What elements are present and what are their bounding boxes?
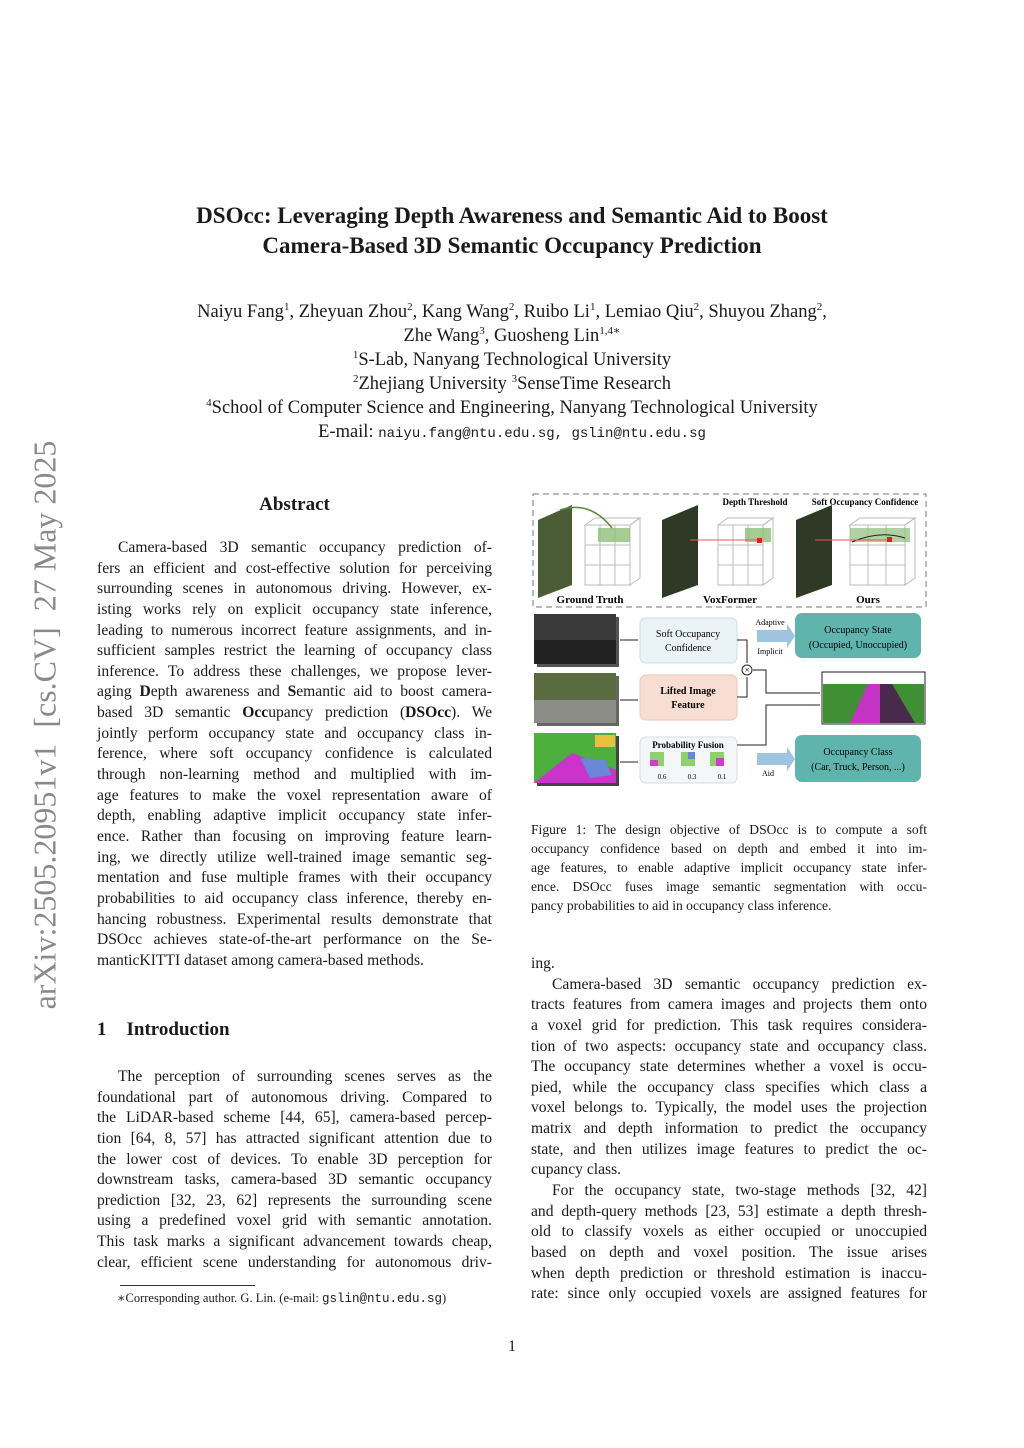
text-line: DSOcc achieves state-of-the-art performance on the Se-	[97, 931, 492, 949]
paper-title	[0, 201, 1024, 261]
author-name: Guosheng Lin	[493, 326, 600, 346]
text-segment: epth awareness and	[150, 683, 288, 701]
box-label: (Occupied, Unoccupied)	[808, 640, 908, 651]
affiliation-text: S-Lab, Nanyang Technological University	[358, 350, 672, 370]
author-list	[0, 300, 1024, 446]
section-title: Introduction	[126, 1019, 230, 1040]
author-affiliation-marker: 1	[589, 301, 596, 313]
arrow	[737, 677, 747, 697]
text-segment: upancy prediction (	[268, 704, 406, 722]
footnote-text: ∗Corresponding author. G. Lin. (e-mail:	[117, 1291, 322, 1305]
occupancy-class-box	[795, 735, 921, 782]
arrow	[753, 670, 820, 693]
text-line: through non-learning method and multiplied with im-	[97, 766, 492, 784]
text-line: ence. DSOcc fuses image semantic segmentation with occu-	[531, 879, 927, 894]
camera-image-thumbnail	[538, 505, 572, 598]
text-line: For the occupancy state, two-stage methods [32, 42]	[552, 1182, 927, 1200]
text-segment: emantic aid to boost camera-	[296, 683, 492, 701]
text-line: ference, where soft occupancy confidence is calculated	[97, 745, 492, 763]
text-line: Camera-based 3D semantic occupancy prediction of-	[118, 539, 492, 556]
arrow-label: Implicit	[757, 647, 783, 656]
depth-point	[887, 537, 892, 542]
adaptive-arrow	[757, 630, 787, 642]
text-line	[97, 682, 492, 703]
text-line: foundational part of autonomous driving. Compared to	[97, 1088, 492, 1106]
box-label: (Car, Truck, Person, ...)	[811, 762, 905, 773]
arrow-label: Aid	[762, 769, 774, 778]
author-separator: ,	[289, 302, 299, 322]
author-affiliation-marker: 2	[693, 301, 700, 313]
arrow	[737, 640, 747, 663]
text-line: surrounding scenes in autonomous driving. However, ex-	[97, 580, 492, 598]
ground-truth-panel	[538, 505, 640, 598]
authors-line	[0, 300, 1024, 324]
text-line: fers an efficient and cost-effective solution for perceiving	[97, 559, 492, 577]
text-line	[97, 703, 492, 724]
text-line: tracts features from camera images and projects them onto	[531, 996, 927, 1014]
segmentation-input	[534, 733, 619, 786]
text-line: Figure 1: The design objective of DSOcc is to compute a soft	[531, 822, 927, 837]
affiliation-marker: 3	[511, 373, 518, 385]
ours-panel	[796, 505, 915, 598]
aid-arrow	[757, 753, 787, 765]
text-line: hancing robustness. Experimental results demonstrate that	[97, 910, 492, 928]
text-line: and depth-query methods [23, 53] estimate a depth thresh-	[531, 1202, 927, 1220]
text-line: the LiDAR-based scheme [44, 65], camera-based percep-	[97, 1109, 492, 1127]
text-line: probabilities to aid occupancy class inference, thereby en-	[97, 889, 492, 907]
section-number: 1	[97, 1019, 107, 1040]
introduction-body	[97, 1067, 492, 1273]
text-line: sufficient samples restrict the learning of occupancy class	[97, 642, 492, 660]
bold-text: DSOcc	[405, 704, 452, 722]
text-line: pied, while the occupancy class specifies which class a	[531, 1078, 927, 1096]
arxiv-identifier-stamp: arXiv:2505.20951v1 [cs.CV] 27 May 2025	[26, 440, 63, 1010]
text-line: tion [64, 8, 57] has attracted significant attention due to	[97, 1129, 492, 1147]
author-name: Lemiao Qiu	[604, 302, 694, 322]
author-name: Zhe Wang	[403, 326, 480, 346]
text-line: tion of two aspects: occupancy state and occupancy class.	[531, 1037, 927, 1055]
text-line: manticKITTI dataset among camera-based methods.	[97, 951, 424, 969]
text-line: ing.	[531, 955, 555, 972]
text-line: age features to make the voxel representation aware of	[97, 786, 492, 804]
probability-value: 0.6	[657, 773, 667, 781]
footnote-divider	[120, 1285, 255, 1286]
rgb-image-input	[534, 673, 619, 726]
label-soft-occupancy-confidence: Soft Occupancy Confidence	[811, 497, 919, 507]
text-line: clear, efficient scene understanding for autonomous driv-	[97, 1253, 492, 1271]
author-separator: ,	[412, 302, 422, 322]
box-label: Confidence	[664, 643, 712, 654]
author-name: Kang Wang	[421, 302, 509, 322]
figure-caption	[531, 820, 927, 915]
text-line: voxel belongs to. Typically, the model uses the projection	[531, 1099, 927, 1117]
author-separator: ,	[595, 302, 605, 322]
label-ours: Ours	[856, 594, 880, 606]
author-separator: ,	[484, 326, 494, 346]
text-line: rate: since only occupied voxels are assigned features for	[531, 1285, 927, 1303]
text-line: the lower cost of devices. To enable 3D perception for	[97, 1150, 492, 1168]
text-line: age features, to enable adaptive implicit occupancy state infer-	[531, 860, 927, 875]
affiliation-text: School of Computer Science and Engineering, Nanyang Technological University	[211, 398, 818, 418]
affiliation-marker: 2	[352, 373, 359, 385]
lifted-image-feature-box	[640, 675, 737, 720]
text-line: jointly perform occupancy state and occupancy class in-	[97, 724, 492, 742]
author-affiliation-marker: 3	[479, 325, 485, 337]
author-affiliation-marker: 1,4∗	[599, 325, 621, 337]
author-name: Ruibo Li	[523, 302, 590, 322]
depth-map-input	[534, 614, 619, 667]
footnote-close: )	[442, 1291, 447, 1305]
box-label: Feature	[671, 700, 705, 711]
figure-1	[530, 490, 930, 790]
email-label: E-mail:	[318, 422, 379, 442]
bold-text: D	[139, 683, 151, 701]
camera-image-thumbnail	[662, 505, 698, 598]
camera-image-thumbnail	[796, 505, 832, 598]
affiliation	[0, 396, 1024, 420]
title-line: Camera-Based 3D Semantic Occupancy Prediction	[262, 233, 762, 258]
email-line	[0, 420, 1024, 446]
author-affiliation-marker: 2	[407, 301, 413, 313]
authors-line	[0, 324, 1024, 348]
occupied-voxels	[598, 528, 630, 542]
text-line: The occupancy state determines whether a voxel is occu-	[531, 1058, 927, 1076]
probability-value: 0.1	[717, 773, 727, 781]
abstract-body	[97, 538, 492, 971]
text-line: mentation and fuse multiple frames with their occupancy	[97, 869, 492, 887]
author-affiliation-marker: 1	[283, 301, 290, 313]
text-line: matrix and depth information to predict the occupancy	[531, 1120, 927, 1138]
text-segment: based 3D semantic	[97, 704, 243, 722]
text-line: prediction [32, 23, 62] represents the surrounding scene	[97, 1191, 492, 1209]
author-affiliation-marker: 2	[508, 301, 515, 313]
text-line: cupancy class.	[531, 1161, 622, 1179]
text-line: using a predefined voxel grid with semantic annotation.	[97, 1212, 492, 1230]
text-line: leading to numerous incorrect feature assignments, and in-	[97, 621, 492, 639]
box-label: Soft Occupancy	[655, 629, 721, 640]
box-label: Occupancy Class	[823, 747, 893, 758]
text-line: isting works rely on explicit occupancy state inference,	[97, 600, 492, 618]
text-line: ence. Rather than focusing on improving feature learn-	[97, 827, 492, 845]
author-separator: ,	[822, 302, 827, 322]
multiply-icon-glyph: ×	[744, 665, 750, 675]
text-line: state, and then utilizes image features to predict the oc-	[531, 1140, 927, 1158]
text-line: The perception of surrounding scenes serves as the	[118, 1068, 492, 1085]
label-ground-truth: Ground Truth	[556, 594, 624, 606]
affiliation-marker: 1	[352, 349, 359, 361]
soft-occupancy-confidence-box	[640, 618, 737, 663]
text-line: depth, enabling adaptive implicit occupancy state infer-	[97, 807, 492, 825]
text-line: based on depth and voxel position. The issue arises	[531, 1243, 927, 1261]
text-segment: ). We	[451, 704, 492, 722]
author-name: Shuyou Zhang	[708, 302, 817, 322]
affiliation-text: SenseTime Research	[517, 374, 672, 394]
label-voxformer: VoxFormer	[703, 594, 757, 606]
arrow-label: Adaptive	[755, 618, 785, 627]
bold-text: Occ	[242, 704, 269, 722]
footnote-email[interactable]: gslin@ntu.edu.sg	[322, 1292, 443, 1306]
bold-text: S	[287, 683, 297, 701]
title-line: DSOcc: Leveraging Depth Awareness and Semantic Aid to Boost	[196, 203, 828, 228]
abstract-heading: Abstract	[259, 494, 330, 515]
text-line: occupancy confidence based on depth and embed it into im-	[531, 841, 927, 856]
affiliation-marker: 4	[206, 397, 212, 409]
page-number: 1	[508, 1338, 516, 1355]
box-label: Occupancy State	[824, 625, 892, 636]
author-separator: ,	[514, 302, 524, 322]
author-name: Zheyuan Zhou	[298, 302, 408, 322]
label-depth-threshold: Depth Threshold	[722, 497, 788, 507]
text-line: downstream tasks, camera-based 3D semantic occupancy	[97, 1171, 492, 1189]
author-name: Naiyu Fang	[197, 302, 284, 322]
author-separator: ,	[699, 302, 709, 322]
depth-point	[757, 538, 762, 543]
author-affiliation-marker: 2	[816, 301, 823, 313]
section-heading-introduction	[97, 1019, 230, 1041]
text-line: This task marks a significant advancement towards cheap,	[97, 1233, 492, 1251]
text-line: inference. To address these challenges, we propose lever-	[97, 662, 492, 680]
voxformer-panel	[662, 505, 773, 598]
affiliation-text: Zhejiang University	[358, 374, 512, 394]
affiliation	[0, 348, 1024, 372]
footnote	[117, 1290, 446, 1306]
email-addresses[interactable]: naiyu.fang@ntu.edu.sg, gslin@ntu.edu.sg	[378, 426, 706, 442]
text-segment: aging	[97, 683, 140, 701]
text-line: old to classify voxels as either occupied or unoccupied	[531, 1223, 927, 1241]
probability-value: 0.3	[687, 773, 697, 781]
text-line: pancy probabilities to aid in occupancy class inference.	[531, 898, 832, 913]
text-line: when depth prediction or threshold estimation is inaccu-	[531, 1264, 927, 1282]
box-label: Lifted Image	[660, 686, 716, 697]
affiliation	[0, 372, 1024, 396]
text-line: ing, we directly utilize well-trained image semantic seg-	[97, 848, 492, 866]
right-column-body	[531, 954, 927, 1305]
fusion-cubes	[650, 752, 724, 766]
text-line: a voxel grid for prediction. This task requires considera-	[531, 1016, 927, 1034]
text-line: Camera-based 3D semantic occupancy prediction ex-	[552, 975, 927, 993]
box-label: Probability Fusion	[652, 740, 724, 750]
